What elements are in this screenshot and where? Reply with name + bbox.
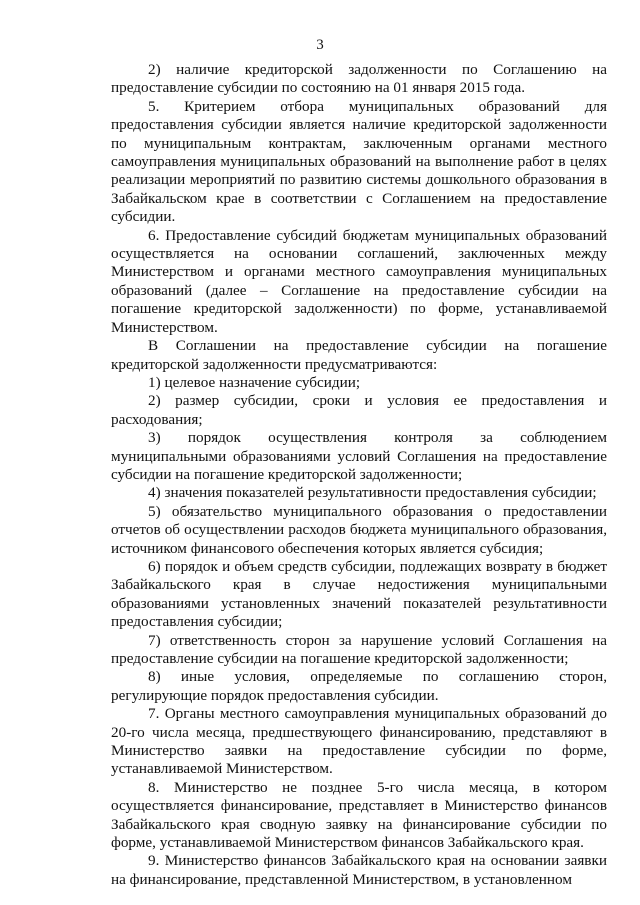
list-item-7-responsibility: 7) ответственность сторон за нарушение условий Соглашения на предоставление субсидии на погашение кредиторской задолженности; [111,631,607,667]
list-item-4-indicators: 4) значения показателей результативности предоставления субсидии; [148,484,597,502]
paragraph-agreement-provisions-intro: В Соглашении на предоставление субсидии на погашение кредиторской задолженности предусматриваются: [111,337,607,373]
list-item-5-reporting: 5) обязательство муниципального образования о предоставлении отчетов об осуществлении расходов бюджета муниципального образования, источником финансового обеспечения которых является субсидия; [111,502,607,557]
list-item-1-purpose: 1) целевое назначение субсидии; [148,373,361,391]
document-body [111,61,607,889]
list-item-3-control: 3) порядок осуществления контроля за соблюдением муниципальными образованиями условий Соглашения на предоставление субсидии на погашение кредиторской задолженности; [111,429,607,483]
list-item-2-amount-terms: 2) размер субсидии, сроки и условия ее предоставления и расходования; [111,392,607,428]
paragraph-8-consolidated-application: 8. Министерство не позднее 5-го числа месяца, в котором осуществляется финансирование, представляет в Министерство финансов Забайкальского края сводную заявку на финансирование субсидии по форме, устанавливаемой Министерством финансов Забайкальского края. [111,778,607,852]
paragraph-6-subsidy-provision: 6. Предоставление субсидий бюджетам муниципальных образований осуществляется на основании соглашений, заключенных между Министерством и органами местного самоуправления муниципальных образований (далее – Соглашение на предоставление субсидии на погашение кредиторской задолженности) по форме, устанавливаемой Министерством. [111,226,607,336]
list-item-6-refund: 6) порядок и объем средств субсидии, подлежащих возврату в бюджет Забайкальского края в случае недостижения муниципальными образованиями установленных значений показателей результативности предоставления субсидии; [111,557,607,631]
page-number: 3 [316,37,324,53]
paragraph-5-selection-criterion: 5. Критерием отбора муниципальных образований для предоставления субсидии является наличие кредиторской задолженности по муниципальным контрактам, заключенным органами местного самоуправления муниципальных образований на выполнение работ в целях реализации мероприятий по развитию системы дошкольного образования в Забайкальском крае в соответствии с Соглашением на предоставление субсидии. [111,97,607,226]
paragraph-7-applications: 7. Органы местного самоуправления муниципальных образований до 20-го числа месяца, предшествующего финансированию, представляют в Министерство заявки на предоставление субсидии по форме, устанавливаемой Министерством. [111,705,607,778]
list-item-8-other-conditions: 8) иные условия, определяемые по соглашению сторон, регулирующие порядок предоставления субсидии. [111,668,607,704]
paragraph-9-ministry-of-finance: 9. Министерство финансов Забайкальского края на основании заявки на финансирование, представленной Министерством, в установленном [111,852,607,888]
paragraph-item-2-debt: 2) наличие кредиторской задолженности по Соглашению на предоставление субсидии по состоянию на 01 января 2015 года. [111,61,607,97]
